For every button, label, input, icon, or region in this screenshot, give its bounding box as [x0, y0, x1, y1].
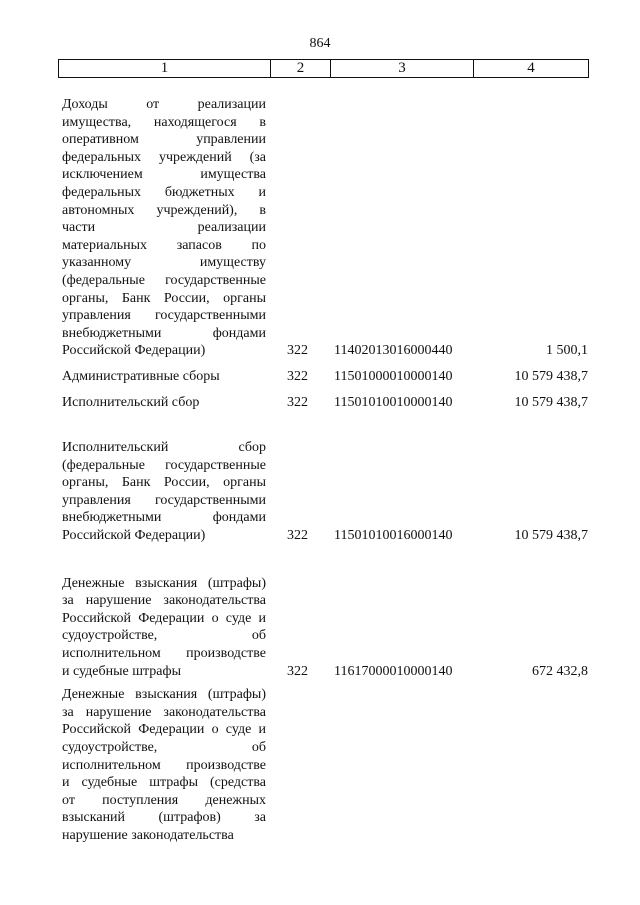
row-values — [62, 827, 588, 845]
description-line: исполнительном производстве — [62, 757, 266, 773]
description-line: Исполнительский сбор — [62, 440, 266, 456]
column-header-2: 2 — [271, 60, 331, 78]
column-header-3: 3 — [331, 60, 474, 78]
table-row — [62, 368, 588, 386]
description-line: указанному имуществу — [62, 255, 266, 271]
admin-code-cell: 322 — [287, 343, 308, 359]
description-line: (федеральные государственные — [62, 457, 266, 473]
description-line: судоустройстве, об — [62, 628, 266, 644]
description-line: исполнительном производстве — [62, 646, 266, 662]
budget-code-cell: 11501010010000140 — [334, 394, 453, 410]
description-line: от поступления денежных — [62, 792, 266, 808]
description-line: исключением имущества — [62, 167, 266, 183]
description-line: оперативном управлении — [62, 132, 266, 148]
amount-cell: 10 579 438,7 — [514, 394, 588, 410]
description-line: имущества, находящегося в — [62, 114, 266, 130]
column-header-row — [59, 60, 589, 78]
description-line: федеральных бюджетных и — [62, 184, 266, 200]
description-line: внебюджетными фондами — [62, 325, 266, 341]
description-line: Российской Федерации) — [62, 528, 206, 544]
row-values — [62, 527, 588, 545]
admin-code-cell: 322 — [287, 394, 308, 410]
description-line: Доходы от реализации — [62, 97, 266, 112]
description-line: нарушение законодательства — [62, 827, 234, 843]
budget-rows — [62, 96, 588, 845]
admin-code-cell: 322 — [287, 528, 308, 544]
column-header-4: 4 — [474, 60, 589, 78]
description-line: за нарушение законодательства — [62, 704, 266, 720]
description-line: Административные сборы — [62, 368, 220, 384]
row-values — [62, 663, 588, 681]
budget-code-cell: 11617000010000140 — [334, 663, 453, 679]
table-row — [62, 686, 588, 844]
description-line: Денежные взыскания (штрафы) — [62, 575, 266, 591]
description-line: органы, Банк России, органы — [62, 475, 266, 491]
page-number: 864 — [309, 36, 331, 51]
row-description — [62, 686, 266, 844]
row-values — [62, 368, 588, 386]
description-line: судоустройстве, об — [62, 740, 266, 755]
budget-code-cell: 11501010016000140 — [334, 528, 453, 544]
amount-cell: 10 579 438,7 — [514, 368, 588, 384]
description-line: и судебные штрафы (средства — [62, 775, 266, 791]
description-line: управления государственными — [62, 492, 266, 508]
table-row — [62, 439, 588, 545]
description-line: Российской Федерации) — [62, 343, 206, 359]
description-line: Исполнительский сбор — [62, 394, 200, 410]
description-line: взысканий (штрафов) за — [62, 810, 266, 826]
table-row — [62, 96, 588, 360]
description-line: Российской Федерации о суде и — [62, 722, 266, 738]
description-line: Российской Федерации о суде и — [62, 610, 266, 626]
table-row — [62, 394, 588, 412]
amount-cell: 1 500,1 — [546, 343, 588, 359]
description-line: управления государственными — [62, 308, 266, 324]
table-row — [62, 575, 588, 681]
description-line: внебюджетными фондами — [62, 510, 266, 526]
admin-code-cell: 322 — [287, 663, 308, 679]
description-line: Денежные взыскания (штрафы) — [62, 687, 266, 703]
amount-cell: 10 579 438,7 — [514, 528, 588, 544]
row-values — [62, 342, 588, 360]
description-line: за нарушение законодательства — [62, 593, 266, 609]
amount-cell: 672 432,8 — [532, 663, 588, 679]
description-line: материальных запасов по — [62, 237, 266, 253]
column-header-table — [58, 59, 589, 78]
description-line: органы, Банк России, органы — [62, 290, 266, 306]
description-line: и судебные штрафы — [62, 663, 181, 679]
row-description — [62, 96, 266, 360]
budget-code-cell: 11402013016000440 — [334, 343, 453, 359]
description-line: (федеральные государственные — [62, 272, 266, 288]
description-line: части реализации — [62, 220, 266, 236]
column-header-1: 1 — [59, 60, 271, 78]
row-values — [62, 394, 588, 412]
description-line: федеральных учреждений (за — [62, 149, 266, 165]
admin-code-cell: 322 — [287, 368, 308, 384]
description-line: автономных учреждений), в — [62, 202, 266, 218]
budget-code-cell: 11501000010000140 — [334, 368, 453, 384]
